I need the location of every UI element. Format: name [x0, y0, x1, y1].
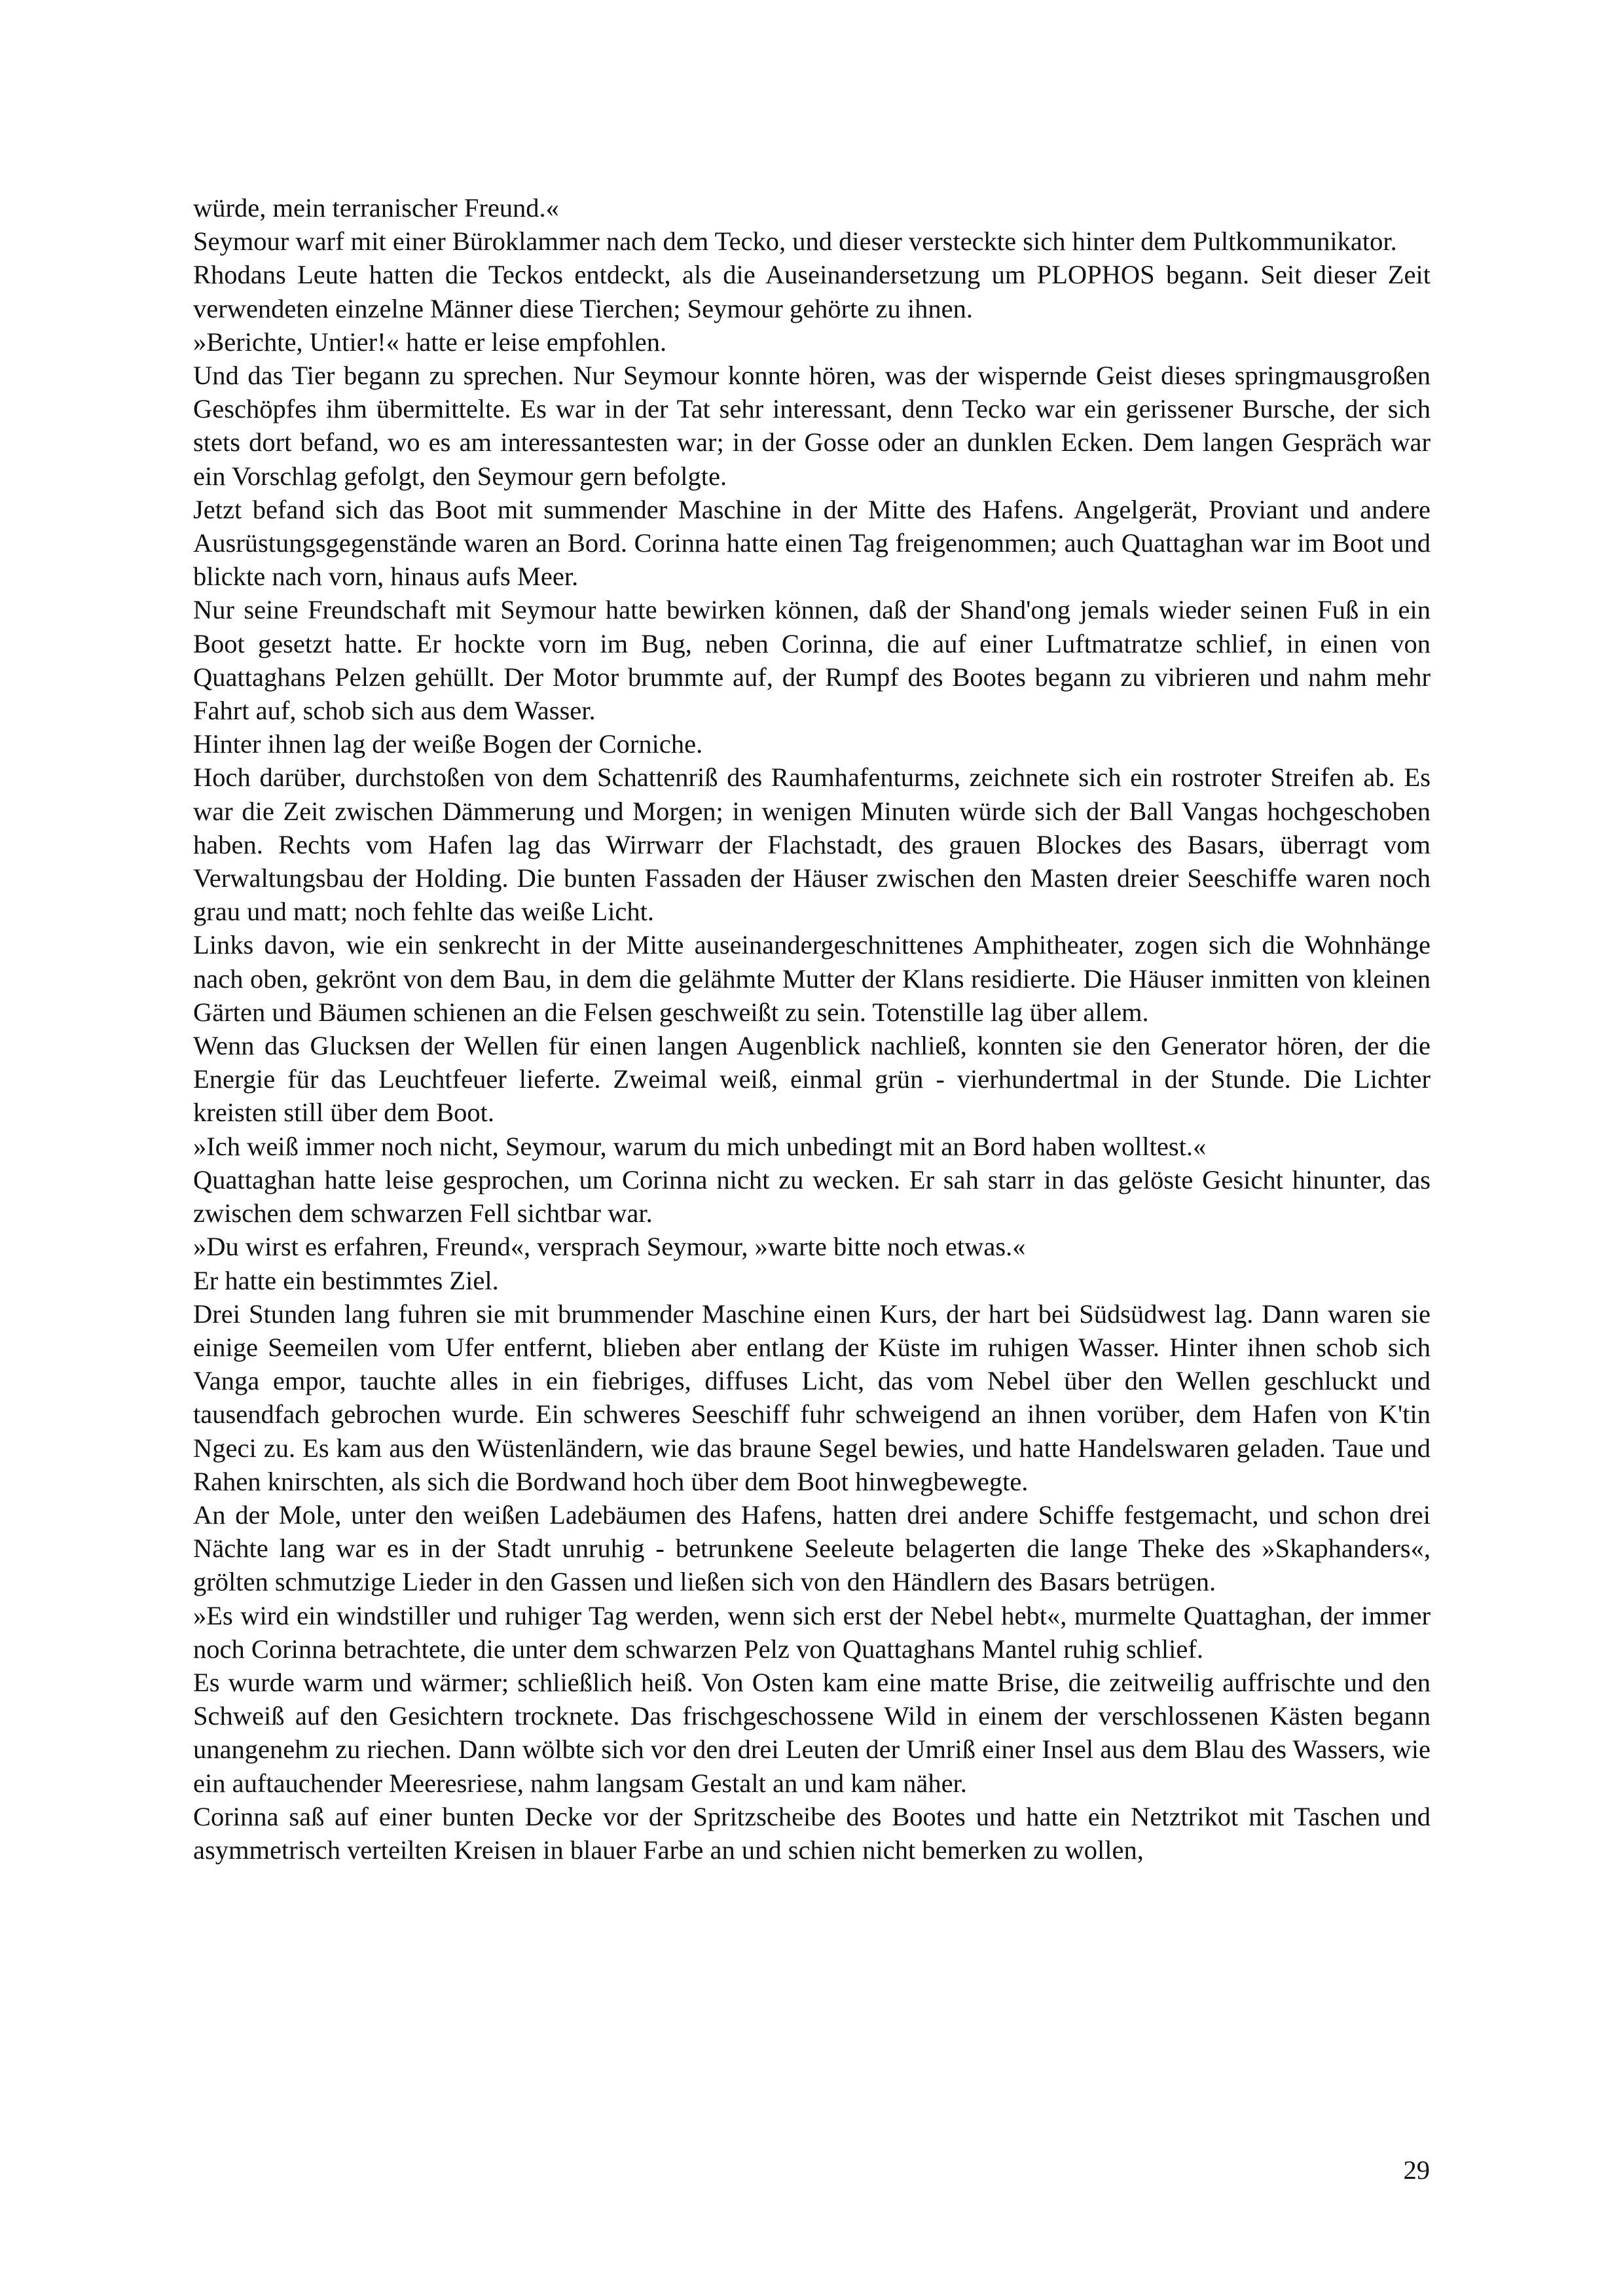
paragraph: Jetzt befand sich das Boot mit summender Maschine in der Mitte des Hafens. Angelgerät, Proviant und andere Ausrüstungsgegenstände waren an Bord. Corinna hatte einen Tag freigenommen; auch Quattaghan war im Boot und blickte nach vorn, hinaus aufs Meer. [193, 494, 1431, 592]
paragraph: Corinna saß auf einer bunten Decke vor der Spritzscheibe des Bootes und hatte ein Netztrikot mit Taschen und asymmetrisch verteilten Kreisen in blauer Farbe an und schien nicht bemerken zu wollen, [193, 1801, 1431, 1865]
page-number: 29 [1403, 2155, 1430, 2185]
paragraph: Er hatte ein bestimmtes Ziel. [193, 1265, 499, 1295]
body-text [193, 191, 1431, 1867]
paragraph: »Es wird ein windstiller und ruhiger Tag werden, wenn sich erst der Nebel hebt«, murmelte Quattaghan, der immer noch Corinna betrachtete, die unter dem schwarzen Pelz von Quattaghans Mantel ruhig schlief. [193, 1600, 1431, 1664]
paragraph: Seymour warf mit einer Büroklammer nach dem Tecko, und dieser versteckte sich hinter dem Pultkommunikator. [193, 226, 1397, 257]
paragraph: Wenn das Glucksen der Wellen für einen langen Augenblick nachließ, konnten sie den Generator hören, der die Energie für das Leuchtfeuer lieferte. Zweimal weiß, einmal grün - vierhundertmal in der Stunde. Die Lichter kreisten still über dem Boot. [193, 1031, 1431, 1128]
paragraph: Es wurde warm und wärmer; schließlich heiß. Von Osten kam eine matte Brise, die zeitweilig auffrischte und den Schweiß auf den Gesichtern trocknete. Das frischgeschossene Wild in einem der verschlossenen Kästen begann unangenehm zu riechen. Dann wölbte sich vor den drei Leuten der Umriß einer Insel aus dem Blau des Wassers, wie ein auftauchender Meeresriese, nahm langsam Gestalt an und kam näher. [193, 1667, 1431, 1798]
paragraph: Rhodans Leute hatten die Teckos entdeckt, als die Auseinandersetzung um PLOPHOS begann. Seit dieser Zeit verwendeten einzelne Männer diese Tierchen; Seymour gehörte zu ihnen. [193, 260, 1431, 323]
paragraph: »Ich weiß immer noch nicht, Seymour, warum du mich unbedingt mit an Bord haben wolltest.« [193, 1131, 1207, 1161]
paragraph: Links davon, wie ein senkrecht in der Mitte auseinandergeschnittenes Amphitheater, zogen sich die Wohnhänge nach oben, gekrönt von dem Bau, in dem die gelähmte Mutter der Klans residierte. Die Häuser inmitten von kleinen Gärten und Bäumen schienen an die Felsen geschweißt zu sein. Totenstille lag über allem. [193, 930, 1431, 1027]
paragraph: Und das Tier begann zu sprechen. Nur Seymour konnte hören, was der wispernde Geist dieses springmausgroßen Geschöpfes ihm übermittelte. Es war in der Tat sehr interessant, denn Tecko war ein gerissener Bursche, der sich stets dort befand, wo es am interessantesten war; in der Gosse oder an dunklen Ecken. Dem langen Gespräch war ein Vorschlag gefolgt, den Seymour gern befolgte. [193, 361, 1431, 491]
paragraph: Quattaghan hatte leise gesprochen, um Corinna nicht zu wecken. Er sah starr in das gelöste Gesicht hinunter, das zwischen dem schwarzen Fell sichtbar war. [193, 1164, 1431, 1229]
paragraph: »Berichte, Untier!« hatte er leise empfohlen. [193, 327, 667, 357]
paragraph: Hoch darüber, durchstoßen von dem Schattenriß des Raumhafenturms, zeichnete sich ein rostroter Streifen ab. Es war die Zeit zwischen Dämmerung und Morgen; in wenigen Minuten würde sich der Ball Vangas hochgeschoben haben. Rechts vom Hafen lag das Wirrwarr der Flachstadt, des grauen Blockes des Basars, überragt vom Verwaltungsbau der Holding. Die bunten Fassaden der Häuser zwischen den Masten dreier Seeschiffe waren noch grau und matt; noch fehlte das weiße Licht. [193, 762, 1431, 927]
paragraph: Hinter ihnen lag der weiße Bogen der Corniche. [193, 729, 703, 759]
paragraph: würde, mein terranischer Freund.« [193, 193, 559, 223]
paragraph: An der Mole, unter den weißen Ladebäumen des Hafens, hatten drei andere Schiffe festgemacht, und schon drei Nächte lang war es in der Stadt unruhig - betrunkene Seeleute belagerten die lange Theke des »Skaphanders«, grölten schmutzige Lieder in den Gassen und ließen sich von den Händlern des Basars betrügen. [193, 1499, 1431, 1597]
paragraph: »Du wirst es erfahren, Freund«, versprach Seymour, »warte bitte noch etwas.« [193, 1232, 1026, 1262]
paragraph: Nur seine Freundschaft mit Seymour hatte bewirken können, daß der Shand'ong jemals wieder seinen Fuß in ein Boot gesetzt hatte. Er hockte vorn im Bug, neben Corinna, die auf einer Luftmatratze schlief, in einen von Quattaghans Pelzen gehüllt. Der Motor brummte auf, der Rumpf des Bootes begann zu vibrieren und nahm mehr Fahrt auf, schob sich aus dem Wasser. [193, 595, 1431, 726]
paragraph: Drei Stunden lang fuhren sie mit brummender Maschine einen Kurs, der hart bei Südsüdwest lag. Dann waren sie einige Seemeilen vom Ufer entfernt, blieben aber entlang der Küste im ruhigen Wasser. Hinter ihnen schob sich Vanga empor, tauchte alles in ein fiebriges, diffuses Licht, das vom Nebel über den Wellen geschluckt und tausendfach gebrochen wurde. Ein schweres Seeschiff fuhr schweigend an ihnen vorüber, dem Hafen von K'tin Ngeci zu. Es kam aus den Wüstenländern, wie das braune Segel bewies, und hatte Handelswaren geladen. Taue und Rahen knirschten, als sich die Bordwand hoch über dem Boot hinwegbewegte. [193, 1299, 1431, 1496]
